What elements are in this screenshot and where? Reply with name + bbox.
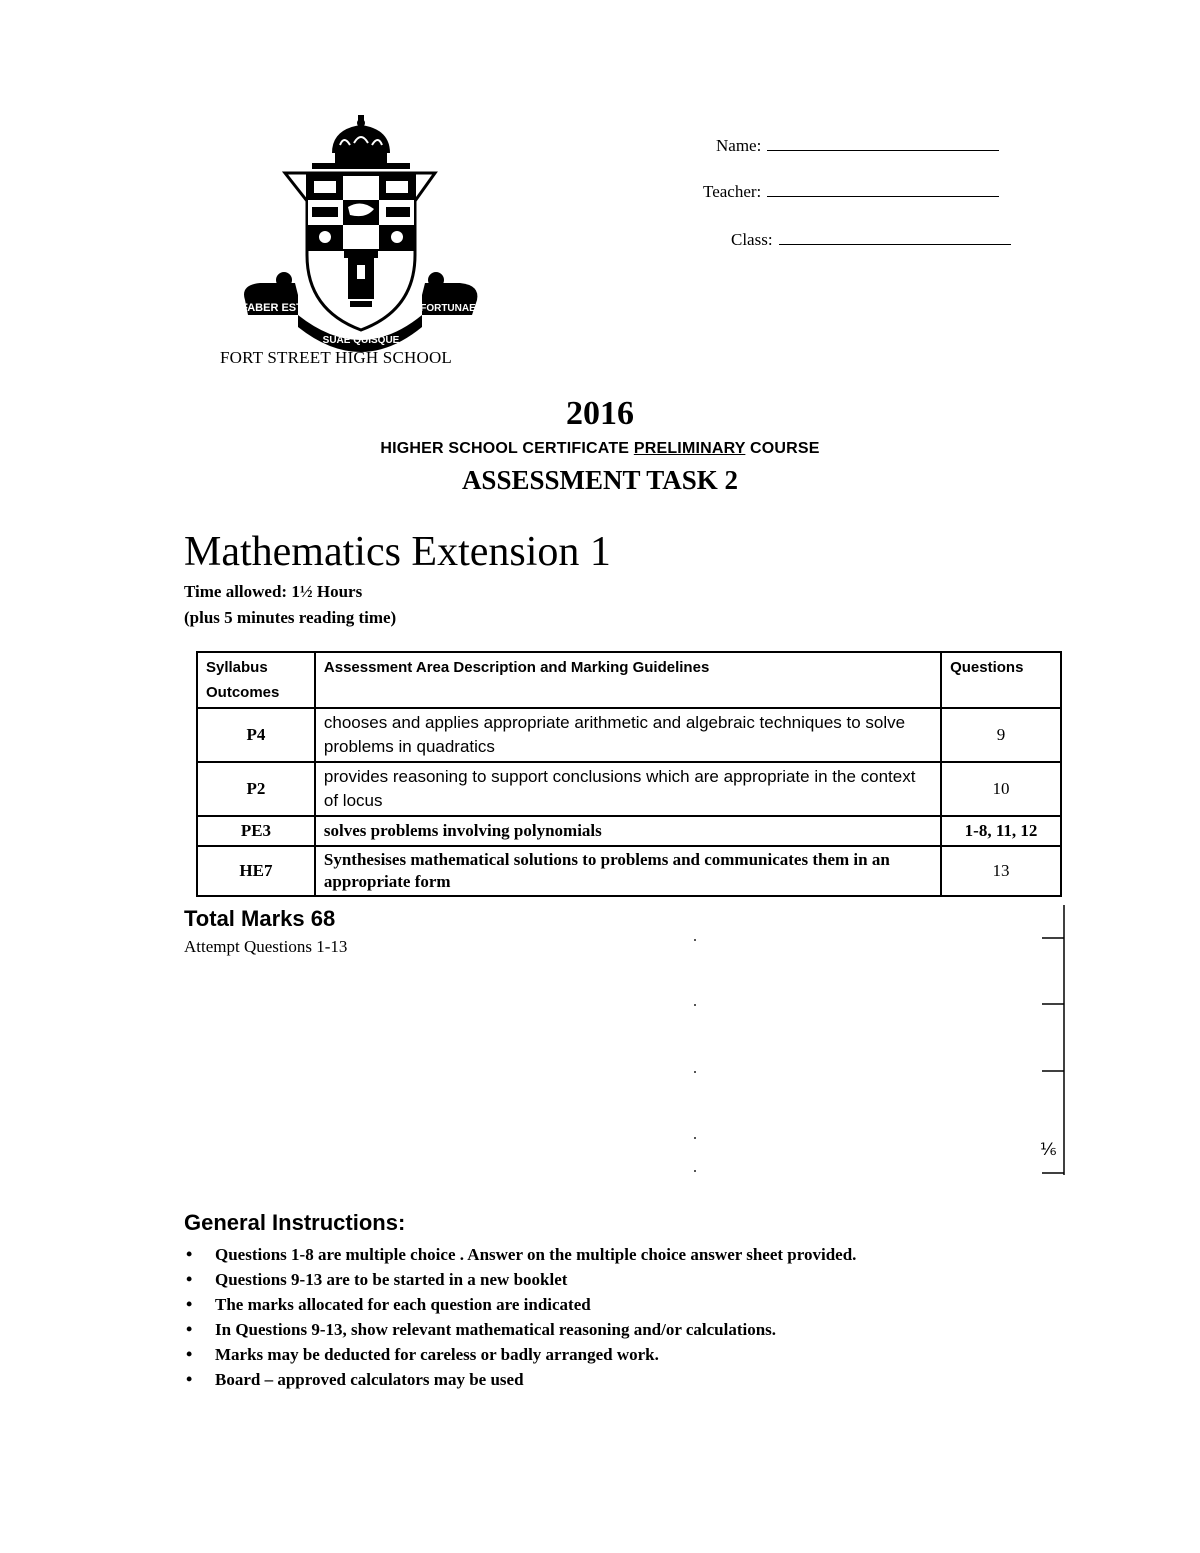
- outcome-description: solves problems involving polynomials: [315, 816, 941, 846]
- stray-dot: [694, 1004, 696, 1006]
- class-field[interactable]: [731, 230, 1011, 250]
- class-blank-line[interactable]: [779, 232, 1011, 245]
- student-name-field[interactable]: [716, 136, 999, 156]
- course-prefix: HIGHER SCHOOL CERTIFICATE: [380, 440, 634, 457]
- crest-banner-left: FABER EST: [241, 302, 303, 314]
- crest-scroll-motto: SUAE QUISQUE: [322, 335, 400, 346]
- table-header-row: [197, 652, 1061, 708]
- table-row: [197, 816, 1061, 846]
- outcome-questions: 10: [941, 762, 1061, 816]
- class-label: Class:: [731, 230, 773, 249]
- list-item: • Questions 1-8 are multiple choice . Answer on the multiple choice answer sheet provided.: [184, 1242, 856, 1267]
- outcome-questions: 9: [941, 708, 1061, 762]
- header-assessment-area: Assessment Area Description and Marking Guidelines: [315, 652, 941, 708]
- list-item: • Board – approved calculators may be used: [184, 1367, 856, 1392]
- stray-dot: [694, 939, 696, 941]
- outcome-questions: 13: [941, 846, 1061, 896]
- table-row: [197, 846, 1061, 896]
- exam-year: 2016: [566, 395, 634, 432]
- course-preliminary: PRELIMINARY: [633, 440, 746, 457]
- table-row: [197, 708, 1061, 762]
- school-name: FORT STREET HIGH SCHOOL: [220, 348, 452, 367]
- instructions-list: [184, 1242, 856, 1392]
- header-questions: Questions: [941, 652, 1061, 708]
- outcome-questions: 1-8, 11, 12: [941, 816, 1061, 846]
- header-syllabus-outcomes: Syllabus Outcomes: [197, 652, 315, 708]
- total-marks: Total Marks 68: [184, 906, 336, 931]
- marks-box-frame: [1040, 905, 1066, 1175]
- crest-banner-right: FORTUNAE: [420, 303, 476, 314]
- time-allowed: Time allowed: 1½ Hours: [184, 582, 363, 601]
- general-instructions-title: General Instructions:: [184, 1210, 406, 1235]
- crown-icon: [332, 115, 390, 163]
- course-suffix: COURSE: [745, 440, 820, 457]
- assessment-task-title: ASSESSMENT TASK 2: [461, 465, 739, 495]
- fraction-glyph: ⅙: [1040, 1140, 1057, 1159]
- outcome-description: Synthesises mathematical solutions to problems and communicates them in an appropriate form: [315, 846, 941, 896]
- teacher-field[interactable]: [703, 182, 999, 202]
- outcome-description: chooses and applies appropriate arithmetic and algebraic techniques to solve problems in quadratics: [315, 708, 941, 762]
- stray-dot: [694, 1170, 696, 1172]
- outcome-code: P4: [197, 708, 315, 762]
- subject-title: Mathematics Extension 1: [184, 529, 611, 575]
- table-row: [197, 762, 1061, 816]
- reading-time: (plus 5 minutes reading time): [184, 608, 397, 627]
- name-blank-line[interactable]: [767, 138, 999, 151]
- outcome-description: provides reasoning to support conclusions which are appropriate in the context of locus: [315, 762, 941, 816]
- list-item: • The marks allocated for each question are indicated: [184, 1292, 856, 1317]
- stray-dot: [694, 1071, 696, 1073]
- list-item: • In Questions 9-13, show relevant mathematical reasoning and/or calculations.: [184, 1317, 856, 1342]
- list-item: • Questions 9-13 are to be started in a new booklet: [184, 1267, 856, 1292]
- teacher-blank-line[interactable]: [767, 184, 999, 197]
- school-crest-logo: [240, 115, 480, 355]
- outcome-code: PE3: [197, 816, 315, 846]
- outcome-code: P2: [197, 762, 315, 816]
- outcome-code: HE7: [197, 846, 315, 896]
- syllabus-outcomes-table: [196, 651, 1062, 897]
- attempt-questions: Attempt Questions 1-13: [184, 937, 348, 956]
- course-title: [0, 440, 1200, 458]
- stray-dot: [694, 1137, 696, 1139]
- teacher-label: Teacher:: [703, 182, 762, 201]
- list-item: • Marks may be deducted for careless or badly arranged work.: [184, 1342, 856, 1367]
- name-label: Name:: [716, 136, 762, 155]
